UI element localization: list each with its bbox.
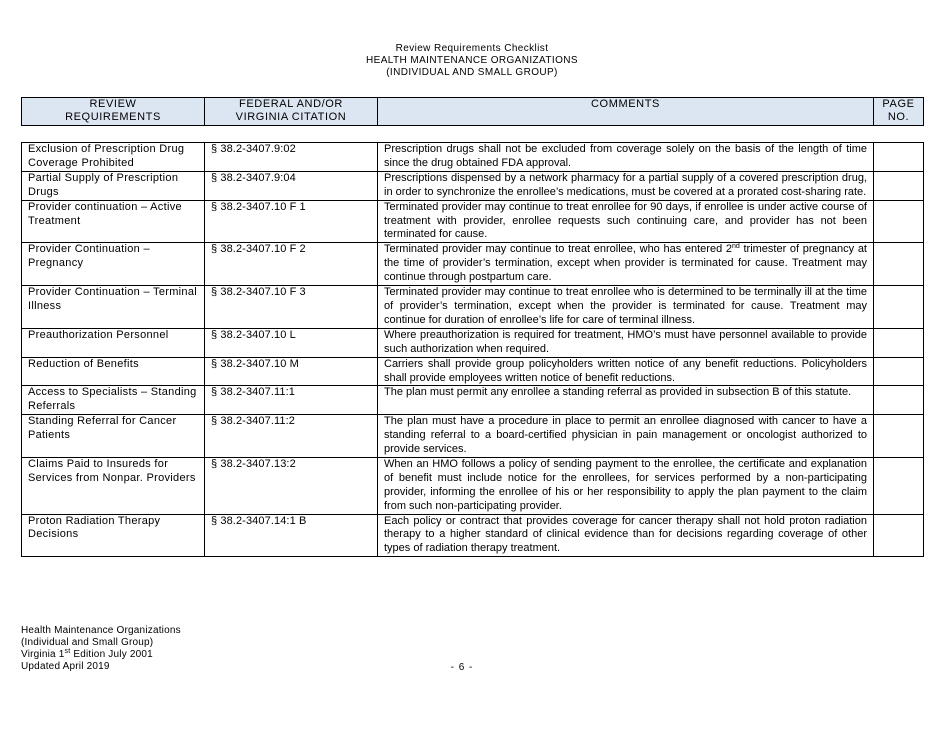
page-number: - 6 - (450, 662, 474, 673)
column-header-table (21, 97, 924, 126)
comment-cell: Carriers shall provide group policyholders written notice of any benefit reductions. Policyholders shall provide employees written notice of benefit reductions. (378, 357, 874, 386)
page-number-cell[interactable] (874, 415, 924, 458)
comment-cell: Terminated provider may continue to treat enrollee, who has entered 2nd trimester of pregnancy at the time of provider’s termination, except when provider is terminated for cause. Treatment may continue through postpartum care. (378, 243, 874, 286)
table-row (22, 386, 924, 415)
footer-line-2: (Individual and Small Group) (21, 637, 154, 648)
requirements-table (21, 142, 924, 557)
requirement-cell: Proton Radiation Therapy Decisions (22, 514, 205, 557)
requirement-cell: Reduction of Benefits (22, 357, 205, 386)
table-row (22, 200, 924, 243)
requirement-cell: Preauthorization Personnel (22, 328, 205, 357)
comment-cell: Each policy or contract that provides coverage for cancer therapy shall not hold proton radiation therapy to a higher standard of clinical evidence than for decisions regarding coverage of other types of radiation therapy treatment. (378, 514, 874, 557)
comment-cell: When an HMO follows a policy of sending payment to the enrollee, the certificate and explanation of benefit must include notice for the enrollees, for services performed by a non-participating provider, informing the enrollee of his or her responsibility to apply the plan payment to the claim from such non-participating provider. (378, 457, 874, 514)
citation-cell: § 38.2-3407.9:04 (205, 171, 378, 200)
header-citation: FEDERAL AND/OR VIRGINIA CITATION (205, 98, 378, 126)
page-number-cell[interactable] (874, 386, 924, 415)
table-row (22, 415, 924, 458)
citation-cell: § 38.2-3407.10 F 3 (205, 286, 378, 329)
citation-cell: § 38.2-3407.10 L (205, 328, 378, 357)
comment-cell: The plan must have a procedure in place to permit an enrollee diagnosed with cancer to have a standing referral to a board-certified physician in pain management or oncologist authorized to provide services. (378, 415, 874, 458)
header-review-requirements: REVIEW REQUIREMENTS (22, 98, 205, 126)
requirement-cell: Provider continuation – Active Treatment (22, 200, 205, 243)
citation-cell: § 38.2-3407.11:1 (205, 386, 378, 415)
title-line-1: Review Requirements Checklist (395, 43, 549, 54)
title-line-3: (INDIVIDUAL AND SMALL GROUP) (386, 67, 558, 78)
footer (21, 625, 181, 673)
citation-cell: § 38.2-3407.13:2 (205, 457, 378, 514)
table-row (22, 514, 924, 557)
table-row (22, 171, 924, 200)
comment-cell: Terminated provider may continue to treat enrollee for 90 days, if enrollee is under active course of treatment with provider, enrollee requests such continuing care, and provider has not been terminated for cause. (378, 200, 874, 243)
requirement-cell: Partial Supply of Prescription Drugs (22, 171, 205, 200)
table-row (22, 357, 924, 386)
requirement-cell: Claims Paid to Insureds for Services from Nonpar. Providers (22, 457, 205, 514)
comment-cell: Where preauthorization is required for treatment, HMO’s must have personnel available to provide such authorization when required. (378, 328, 874, 357)
table-row (22, 243, 924, 286)
citation-cell: § 38.2-3407.10 F 2 (205, 243, 378, 286)
page-number-cell[interactable] (874, 286, 924, 329)
citation-cell: § 38.2-3407.10 M (205, 357, 378, 386)
footer-line-1: Health Maintenance Organizations (21, 625, 181, 636)
comment-cell: Terminated provider may continue to treat enrollee who is determined to be terminally ill at the time of provider’s termination, except when the provider is terminated for cause. Treatment may continue for duration of enrollee’s life for care of terminal illness. (378, 286, 874, 329)
citation-cell: § 38.2-3407.14:1 B (205, 514, 378, 557)
footer-edition: Virginia 1st Edition July 2001 (21, 648, 153, 660)
table-row (22, 143, 924, 172)
header-comments: COMMENTS (378, 98, 874, 126)
page-number-cell[interactable] (874, 200, 924, 243)
requirement-cell: Provider Continuation – Pregnancy (22, 243, 205, 286)
page-number-cell[interactable] (874, 143, 924, 172)
requirement-cell: Exclusion of Prescription Drug Coverage Prohibited (22, 143, 205, 172)
footer-updated: Updated April 2019 (21, 661, 110, 672)
requirement-cell: Provider Continuation – Terminal Illness (22, 286, 205, 329)
header-page-no: PAGE NO. (874, 98, 924, 126)
page-number-cell[interactable] (874, 457, 924, 514)
comment-cell: Prescription drugs shall not be excluded from coverage solely on the basis of the length of time since the drug obtained FDA approval. (378, 143, 874, 172)
page-number-cell[interactable] (874, 514, 924, 557)
citation-cell: § 38.2-3407.9:02 (205, 143, 378, 172)
page-number-cell[interactable] (874, 357, 924, 386)
requirement-cell: Standing Referral for Cancer Patients (22, 415, 205, 458)
citation-cell: § 38.2-3407.11:2 (205, 415, 378, 458)
table-row (22, 328, 924, 357)
document-title (0, 43, 944, 79)
table-row (22, 457, 924, 514)
page-number-cell[interactable] (874, 171, 924, 200)
page-number-cell[interactable] (874, 243, 924, 286)
page-number-cell[interactable] (874, 328, 924, 357)
comment-cell: Prescriptions dispensed by a network pharmacy for a partial supply of a covered prescription drug, in order to synchronize the enrollee’s medications, must be covered at a prorated cost-sharing rate. (378, 171, 874, 200)
title-line-2: HEALTH MAINTENANCE ORGANIZATIONS (366, 55, 578, 66)
table-row (22, 286, 924, 329)
citation-cell: § 38.2-3407.10 F 1 (205, 200, 378, 243)
requirement-cell: Access to Specialists – Standing Referrals (22, 386, 205, 415)
comment-cell: The plan must permit any enrollee a standing referral as provided in subsection B of this statute. (378, 386, 874, 415)
